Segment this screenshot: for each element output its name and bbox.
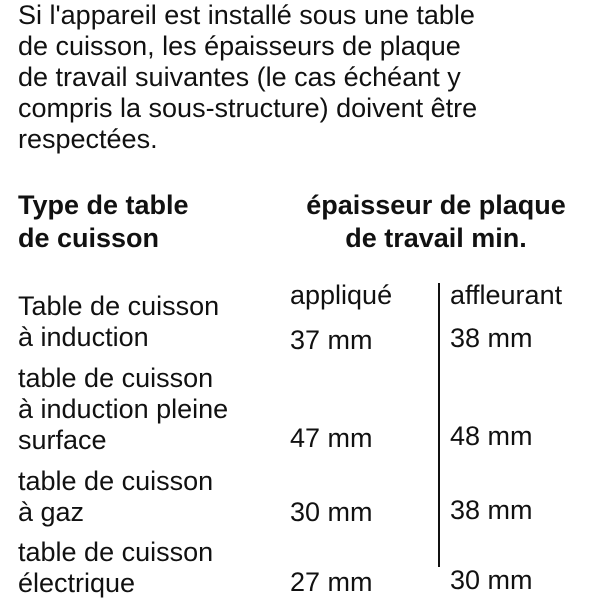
row-flush-value: 38 mm [450,323,533,353]
subheader-flush: affleurant [450,280,563,310]
row-hob-type-line: électrique [18,568,136,598]
row-hob-type-line: Table de cuisson [18,291,220,321]
row-flush-value: 48 mm [450,421,533,451]
row-hob-type-line: surface [18,425,107,455]
row-hob-type-line: table de cuisson [18,363,214,393]
row-hob-type-line: à induction [18,322,149,352]
intro-line: compris la sous-structure) doivent être [18,93,478,123]
row-hob-type [18,537,213,599]
column-divider [438,283,440,567]
intro-line: de cuisson, les épaisseurs de plaque [18,31,461,61]
row-applied-value: 27 mm [290,567,373,597]
intro-line: de travail suivantes (le cas échéant y [18,62,461,92]
header-worktop-thickness [290,189,582,255]
header-hob-type [18,189,189,255]
intro-line: Si l'appareil est installé sous une table [18,0,475,30]
row-hob-type-line: à induction pleine [18,394,229,424]
header-hob-type-line: Type de table [18,190,189,220]
row-hob-type [18,363,228,456]
intro-line: respectées. [18,124,158,154]
row-applied-value: 30 mm [290,497,373,527]
row-hob-type-line: table de cuisson [18,537,214,567]
row-applied-value: 47 mm [290,423,373,453]
row-hob-type [18,291,219,353]
row-flush-value: 38 mm [450,495,533,525]
header-thickness-line: épaisseur de plaque [306,190,566,220]
header-thickness-line: de travail min. [345,223,527,253]
row-hob-type [18,466,213,528]
row-applied-value: 37 mm [290,325,373,355]
row-hob-type-line: table de cuisson [18,466,214,496]
subheader-applied: appliqué [290,280,393,310]
intro-paragraph [18,0,598,155]
row-hob-type-line: à gaz [18,497,85,527]
row-flush-value: 30 mm [450,565,533,595]
header-hob-type-line: de cuisson [18,223,160,253]
